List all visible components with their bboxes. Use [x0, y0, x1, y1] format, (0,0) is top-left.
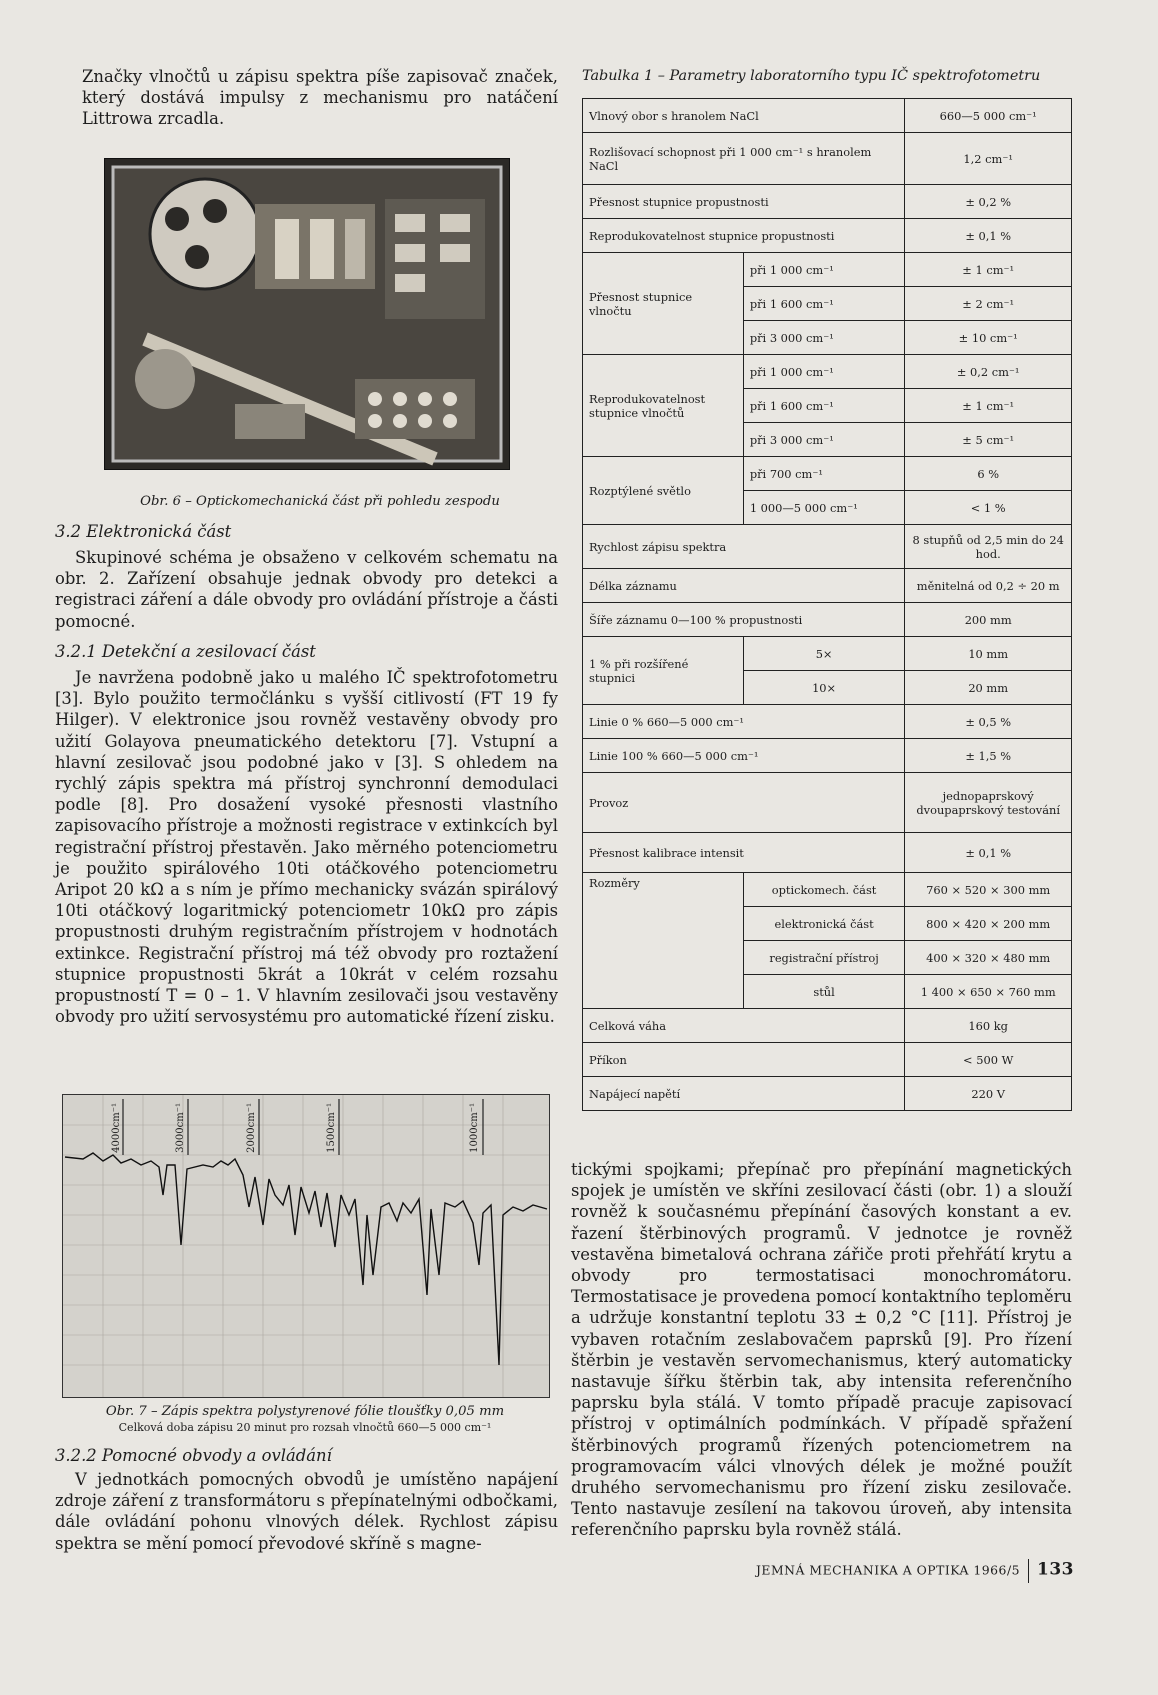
table-cell-label: Linie 0 % 660—5 000 cm⁻¹ — [583, 705, 905, 739]
section-3-2-1-text: Je navržena podobně jako u malého IČ spektrofotometru [3]. Bylo použito termočlánku s vyšší citlivostí (FT 19 fy Hilger). V elektronice jsou rovněž vestavěny obvody pro užití Golayova pneumatického detektoru [7]. Vstupní a hlavní zesilovač jsou podobné jako v [3]. S ohledem na rychlý zápis spektra má přístroj synchronní demodulaci podle [8]. Pro dosažení vysoké přesnosti vlastního zapisovacího přístroje a možnosti registrace v extinkcích byl registrační přístroj přestavěn. Jako měrného potenciometru je použito spirálového 10ti otáčkového potenciometru Aripot 20 kΩ a s ním je přímo mechanicky svázán spirálový 10ti otáčkový logaritmický potenciometr 10kΩ pro zápis propustnosti druhým registračním přístrojem v hodnotách extinkce. Registrační přístroj má též obvody pro roztažení stupnice propustnosti 5krát a 10krát v celém rozsahu propustností T = 0 – 1. V hlavním zesilovači jsou vestavěny obvody pro užití servosystému pro automatické řízení zisku. — [55, 668, 558, 1027]
table-cell-label: Přesnost kalibrace intensit — [583, 833, 905, 873]
table-cell-value: 1,2 cm⁻¹ — [905, 133, 1072, 185]
table-cell-value: ± 1,5 % — [905, 739, 1072, 773]
table-cell-value: ± 5 cm⁻¹ — [905, 423, 1072, 457]
table-cell-value: ± 1 cm⁻¹ — [905, 253, 1072, 287]
table-cell-value: 1 400 × 650 × 760 mm — [905, 975, 1072, 1009]
table-cell-label: Rychlost zápisu spektra — [583, 525, 905, 569]
table-cell-sub: při 700 cm⁻¹ — [743, 457, 905, 491]
table-cell-sub: při 1 000 cm⁻¹ — [743, 253, 905, 287]
table-cell-value: 10 mm — [905, 637, 1072, 671]
table-cell-sub: 5× — [743, 637, 905, 671]
section-3-2-2-heading: 3.2.2 Pomocné obvody a ovládání — [55, 1446, 332, 1465]
table-cell-value: 160 kg — [905, 1009, 1072, 1043]
table-cell-sub: stůl — [743, 975, 905, 1009]
figure-7-subcaption: Celková doba zápisu 20 minut pro rozsah vlnočtů 660—5 000 cm⁻¹ — [118, 1421, 492, 1434]
table-cell-value: měnitelná od 0,2 ÷ 20 m — [905, 569, 1072, 603]
table-cell-value: ± 0,1 % — [905, 219, 1072, 253]
table-cell-value: 800 × 420 × 200 mm — [905, 907, 1072, 941]
table-cell-value: 200 mm — [905, 603, 1072, 637]
table-cell-value: < 1 % — [905, 491, 1072, 525]
spectrum-marker-label: 3000cm⁻¹ — [175, 1103, 186, 1153]
section-3-2-heading: 3.2 Elektronická část — [55, 522, 232, 541]
table-cell-label: Provoz — [583, 773, 905, 833]
table-cell-sub: při 3 000 cm⁻¹ — [743, 423, 905, 457]
table-cell-value: ± 10 cm⁻¹ — [905, 321, 1072, 355]
table-cell-label: Reprodukovatelnost stupnice vlnočtů — [583, 355, 744, 457]
spectrum-marker-label: 2000cm⁻¹ — [246, 1103, 257, 1153]
table-cell-value: 760 × 520 × 300 mm — [905, 873, 1072, 907]
table-cell-sub: registrační přístroj — [743, 941, 905, 975]
table-cell-label: Rozměry — [583, 873, 744, 1009]
table-cell-value: ± 1 cm⁻¹ — [905, 389, 1072, 423]
table-cell-label: Rozlišovací schopnost při 1 000 cm⁻¹ s hranolem NaCl — [583, 133, 905, 185]
table-cell-sub: optickomech. část — [743, 873, 905, 907]
table-cell-value: ± 0,2 cm⁻¹ — [905, 355, 1072, 389]
table-cell-value: ± 0,1 % — [905, 833, 1072, 873]
table-cell-value: ± 0,2 % — [905, 185, 1072, 219]
spectrum-marker-label: 1000cm⁻¹ — [469, 1103, 480, 1153]
table-cell-value: 6 % — [905, 457, 1072, 491]
spectrum-marker-label: 4000cm⁻¹ — [111, 1103, 122, 1153]
table-cell-label: Příkon — [583, 1043, 905, 1077]
table-cell-sub: při 1 600 cm⁻¹ — [743, 389, 905, 423]
table-cell-label: Napájecí napětí — [583, 1077, 905, 1111]
table-cell-sub: při 1 000 cm⁻¹ — [743, 355, 905, 389]
table-cell-value: jednopaprskový dvoupaprskový testování — [905, 773, 1072, 833]
table-cell-sub: 10× — [743, 671, 905, 705]
table-cell-value: < 500 W — [905, 1043, 1072, 1077]
spectrum-marker-label: 1500cm⁻¹ — [326, 1103, 337, 1153]
footer-divider — [1028, 1559, 1029, 1583]
table-cell-label: Celková váha — [583, 1009, 905, 1043]
table-cell-label: Přesnost stupnice vlnočtu — [583, 253, 744, 355]
table-cell-sub: elektronická část — [743, 907, 905, 941]
table-cell-label: Délka záznamu — [583, 569, 905, 603]
table-cell-value: ± 0,5 % — [905, 705, 1072, 739]
figure-6-caption: Obr. 6 – Optickomechanická část při pohledu zespodu — [140, 494, 500, 509]
table-cell-value: ± 2 cm⁻¹ — [905, 287, 1072, 321]
table-caption: Tabulka 1 – Parametry laboratorního typu IČ spektrofotometru — [582, 68, 1041, 84]
figure-6-photo — [104, 158, 510, 470]
table-cell-label: Vlnový obor s hranolem NaCl — [583, 99, 905, 133]
table-cell-value: 400 × 320 × 480 mm — [905, 941, 1072, 975]
section-3-2-2-text: V jednotkách pomocných obvodů je umístěno napájení zdroje záření z transformátoru s přepínatelnými odbočkami, dále ovládání pohonu vlnových délek. Rychlost zápisu spektra se mění pomocí převodové skříně s magne- — [55, 1470, 558, 1553]
section-3-2-text: Skupinové schéma je obsaženo v celkovém schematu na obr. 2. Zařízení obsahuje jednak obvody pro detekci a registraci záření a dále obvody pro ovládání přístroje a části pomocné. — [55, 548, 558, 631]
section-3-2-1-heading: 3.2.1 Detekční a zesilovací část — [55, 642, 316, 661]
parameters-table — [582, 98, 1072, 1111]
table-cell-label: 1 % při rozšířené stupnici — [583, 637, 744, 705]
figure-7-spectrum — [62, 1094, 550, 1398]
table-cell-sub: při 3 000 cm⁻¹ — [743, 321, 905, 355]
table-cell-label: Linie 100 % 660—5 000 cm⁻¹ — [583, 739, 905, 773]
table-cell-value: 8 stupňů od 2,5 min do 24 hod. — [905, 525, 1072, 569]
table-cell-sub: při 1 600 cm⁻¹ — [743, 287, 905, 321]
right-column-text: tickými spojkami; přepínač pro přepínání magnetických spojek je umístěn ve skříni zesilovací části (obr. 1) a slouží rovněž k současnému přepínání časových konstant a ev. řazení štěrbinových programů. V jednotce je rovněž vestavěna bimetalová ochrana zářiče proti přehřátí krytu a obvody pro termostatisaci monochromátoru. Termostatisace je provedena pomocí kontaktního teploměru a udržuje konstantní teplotu 33 ± 0,2 °C [11]. Přístroj je vybaven rotačním zeslabovačem paprsků [9]. Pro řízení štěrbin je vestavěn servomechanismus, který automaticky nastavuje šířku štěrbin tak, aby intensita referenčního paprsku byla stálá. V tomto případě pracuje zapisovací přístroj v optimálních podmínkách. V případě spřažení štěrbinových programů řízených potenciometrem na programovacím válci vlnových délek je možné použít druhého servomechanismu pro řízení zisku zesilovače. Tento nastavuje zesílení na takovou úroveň, aby intensita referenčního paprsku byla rovněž stálá. — [571, 1160, 1072, 1540]
table-cell-label: Šíře záznamu 0—100 % propustnosti — [583, 603, 905, 637]
page-footer — [744, 1559, 1074, 1583]
table-cell-value: 660—5 000 cm⁻¹ — [905, 99, 1072, 133]
table-cell-sub: 1 000—5 000 cm⁻¹ — [743, 491, 905, 525]
table-cell-value: 20 mm — [905, 671, 1072, 705]
table-cell-value: 220 V — [905, 1077, 1072, 1111]
table-cell-label: Rozptýlené světlo — [583, 457, 744, 525]
journal-name: JEMNÁ MECHANIKA A OPTIKA 1966/5 — [755, 1562, 1020, 1578]
table-cell-label: Reprodukovatelnost stupnice propustnosti — [583, 219, 905, 253]
table-cell-label: Přesnost stupnice propustnosti — [583, 185, 905, 219]
page-number: 133 — [1037, 1559, 1074, 1580]
figure-7-caption: Obr. 7 – Zápis spektra polystyrenové fólie tloušťky 0,05 mm — [105, 1404, 505, 1419]
intro-paragraph: Značky vlnočtů u zápisu spektra píše zapisovač značek, který dostává impulsy z mechanismu pro natáčení Littrowa zrcadla. — [82, 67, 558, 129]
